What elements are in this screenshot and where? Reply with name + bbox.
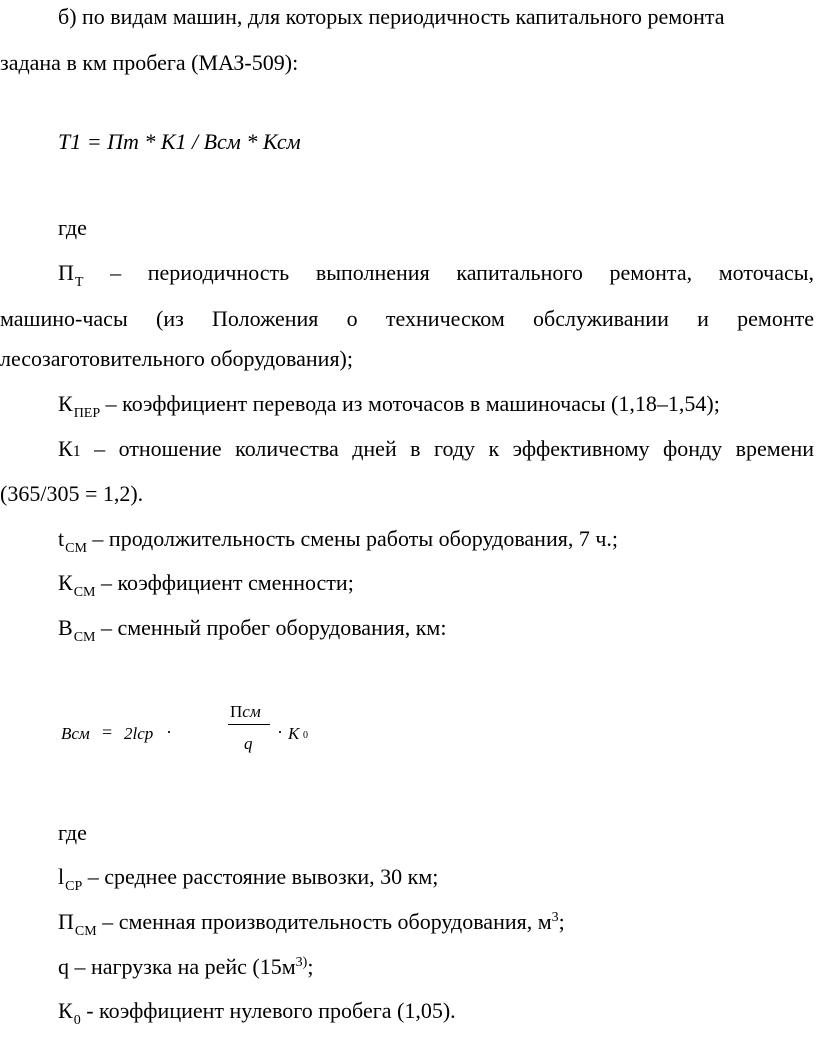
def-k0-symbol: К <box>58 998 73 1023</box>
formula-bsm-k: К <box>288 724 300 743</box>
def-k0-text: - коэффициент нулевого пробега (1,05). <box>80 998 456 1023</box>
def-k1-text1: – отношение количества дней в году к эффективному фонду времени <box>80 436 814 461</box>
def-kper <box>58 391 720 421</box>
def-tsm <box>58 526 619 556</box>
def-tsm-text: – продолжительность смены работы оборудования, 7 ч.; <box>86 526 619 551</box>
formula-bsm-lhs: Всм <box>61 724 90 743</box>
def-psm-subscript: СМ <box>74 924 97 939</box>
paragraph-b-line1: б) по видам машин, для которых периодичность капитального ремонта <box>58 4 725 29</box>
def-q-text: q – нагрузка на рейс (15м <box>58 954 296 979</box>
def-psm-text: – сменная производительность оборудования, м <box>96 909 552 934</box>
def-lsr-text: – среднее расстояние вывозки, 30 км; <box>82 864 439 889</box>
formula-bsm-fraction-bar <box>228 724 270 725</box>
def-pt-line1 <box>58 260 814 290</box>
def-k1-subscript: 1 <box>72 443 81 460</box>
def-pt-symbol: П <box>58 260 74 285</box>
def-psm-sup: 3 <box>551 910 559 925</box>
where-label-1: где <box>58 215 87 240</box>
def-q-sup: 3) <box>295 955 308 970</box>
def-tsm-symbol: t <box>58 526 65 551</box>
formula-bsm-dot1: · <box>166 722 172 742</box>
def-pt-line3: лесозаготовительного оборудования); <box>0 346 353 371</box>
def-kper-text: – коэффициент перевода из моточасов в машиночасы (1,18–1,54); <box>100 391 720 416</box>
formula-bsm-dot2: · <box>277 722 283 742</box>
def-ksm-subscript: СМ <box>73 585 96 600</box>
def-pt-subscript: Т <box>74 275 84 290</box>
def-pt-text1: – периодичность выполнения капитального ремонта, моточасы, <box>83 260 814 285</box>
def-bsm-symbol: В <box>58 615 73 640</box>
def-pt-line2: машино-часы (из Положения о техническом обслуживании и ремонте <box>0 306 814 331</box>
def-ksm <box>58 570 354 600</box>
def-psm-end: ; <box>558 909 565 934</box>
def-kper-subscript: ПЕР <box>73 406 101 421</box>
def-k0-subscript: 0 <box>73 1013 81 1028</box>
def-k1-symbol: К <box>58 436 73 461</box>
formula-bsm-k-sub: 0 <box>303 730 308 741</box>
def-k1-line2: (365/305 = 1,2). <box>0 481 144 506</box>
def-psm <box>58 909 565 939</box>
def-k0 <box>58 998 456 1028</box>
def-lsr-symbol: l <box>58 864 65 889</box>
def-psm-symbol: П <box>58 909 74 934</box>
def-q-end: ; <box>307 954 314 979</box>
formula-bsm-coef: 2lср <box>124 724 154 743</box>
def-ksm-text: – коэффициент сменности; <box>95 570 354 595</box>
formula-bsm-numerator <box>230 702 261 722</box>
formula-bsm <box>58 700 318 770</box>
formula-bsm-num-sm: см <box>242 702 261 721</box>
def-bsm-text: – сменный пробег оборудования, км: <box>95 615 447 640</box>
def-bsm <box>58 615 447 645</box>
formula-t1: Т1 = Пт * К1 / Всм * Ксм <box>58 129 301 154</box>
paragraph-b-line2: задана в км пробега (МАЗ-509): <box>0 50 299 75</box>
where-label-2: где <box>58 820 87 845</box>
formula-bsm-denominator: q <box>244 734 253 753</box>
def-lsr-subscript: СР <box>65 879 83 894</box>
def-kper-symbol: К <box>58 391 73 416</box>
def-bsm-subscript: СМ <box>73 630 96 645</box>
def-lsr <box>58 864 439 894</box>
def-ksm-symbol: К <box>58 570 73 595</box>
formula-bsm-equals: = <box>102 722 113 742</box>
def-q <box>58 956 313 978</box>
formula-bsm-num-p: П <box>230 702 243 721</box>
def-k1-line1 <box>58 438 814 460</box>
def-tsm-subscript: СМ <box>65 541 87 556</box>
